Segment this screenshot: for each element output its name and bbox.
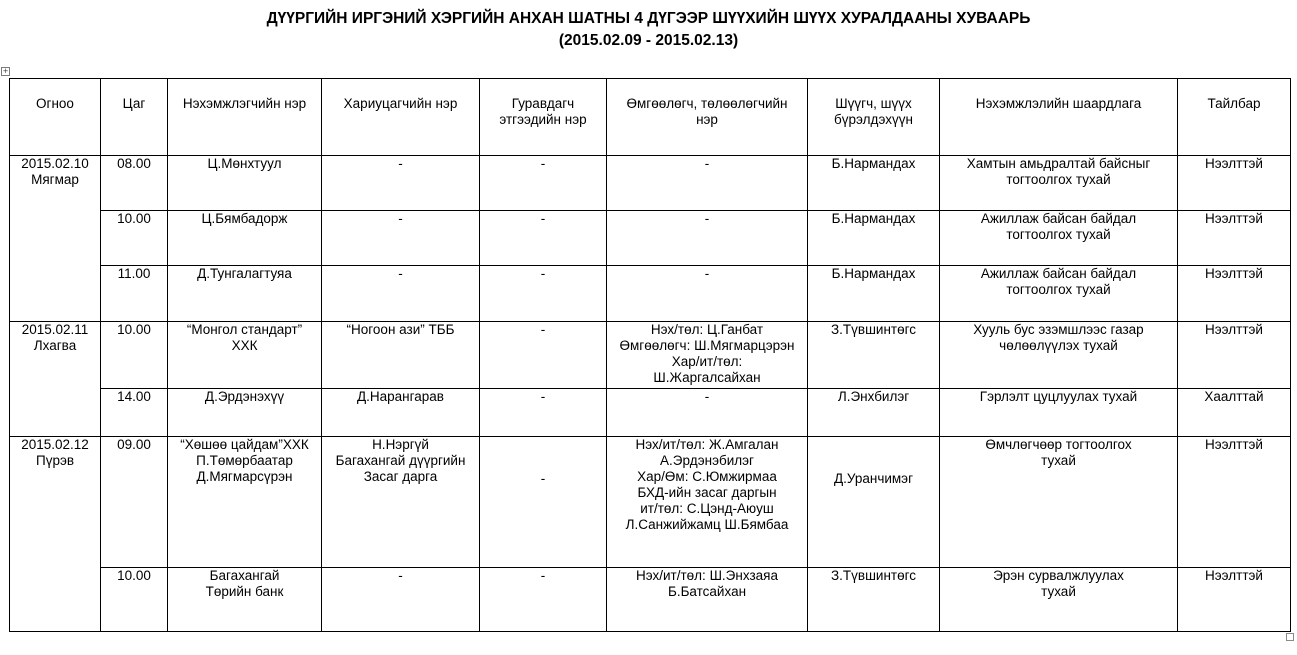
note-cell: Нээлттэй — [1178, 266, 1291, 322]
header-judge: Шүүгч, шүүх бүрэлдэхүүн — [808, 79, 940, 156]
defendant-cell: “Ногоон ази” ТББ — [322, 322, 480, 389]
time-cell: 09.00 — [101, 437, 168, 568]
third-party-cell: - — [480, 322, 607, 389]
advocate-cell: Нэх/төл: Ц.Ганбат Өмгөөлөгч: Ш.Мягмарцэрэн Хар/ит/төл: Ш.Жаргалсайхан — [607, 322, 808, 389]
advocate-cell: - — [607, 266, 808, 322]
claim-cell: Хууль бус эзэмшлээс газар чөлөөлүүлэх тухай — [940, 322, 1178, 389]
table-row — [10, 266, 1291, 322]
defendant-cell: - — [322, 211, 480, 266]
third-party-cell: - — [480, 437, 607, 568]
advocate-cell: Нэх/ит/төл: Ш.Энхзаяа Б.Батсайхан — [607, 568, 808, 632]
plaintiff-cell: Ц.Бямбадорж — [168, 211, 322, 266]
claim-cell: Ажиллаж байсан байдал тогтоолгох тухай — [940, 266, 1178, 322]
third-party-cell: - — [480, 211, 607, 266]
plaintiff-cell: “Монгол стандарт” ХХК — [168, 322, 322, 389]
table-row — [10, 568, 1291, 632]
note-cell: Нээлттэй — [1178, 568, 1291, 632]
judge-cell: Л.Энхбилэг — [808, 389, 940, 437]
judge-cell: Б.Нармандах — [808, 266, 940, 322]
table-row — [10, 389, 1291, 437]
title-line-2: (2015.02.09 - 2015.02.13) — [558, 32, 739, 49]
table-row — [10, 437, 1291, 568]
third-party-cell: - — [480, 568, 607, 632]
schedule-table — [9, 78, 1291, 632]
judge-cell: Б.Нармандах — [808, 156, 940, 211]
note-cell: Нээлттэй — [1178, 322, 1291, 389]
table-resize-handle-icon[interactable] — [1286, 633, 1294, 641]
judge-cell: Б.Нармандах — [808, 211, 940, 266]
plaintiff-cell: Багахангай Төрийн банк — [168, 568, 322, 632]
table-row — [10, 211, 1291, 266]
time-cell: 10.00 — [101, 568, 168, 632]
judge-cell: З.Түвшинтөгс — [808, 322, 940, 389]
note-cell: Хаалттай — [1178, 389, 1291, 437]
advocate-cell: - — [607, 389, 808, 437]
defendant-cell: - — [322, 156, 480, 211]
header-third-party: Гуравдагч этгээдийн нэр — [480, 79, 607, 156]
header-row — [10, 79, 1291, 156]
time-cell: 14.00 — [101, 389, 168, 437]
note-cell: Нээлттэй — [1178, 211, 1291, 266]
plaintiff-cell: “Хөшөө цайдам”ХХК П.Төмөрбаатар Д.Мягмарсүрэн — [168, 437, 322, 568]
date-cell: 2015.02.11 Лхагва — [10, 322, 101, 437]
defendant-cell: Н.Нэргүй Багахангай дүүргийн Засаг дарга — [322, 437, 480, 568]
table-move-handle-icon[interactable]: + — [2, 67, 9, 75]
third-party-cell: - — [480, 156, 607, 211]
defendant-cell: - — [322, 568, 480, 632]
header-note: Тайлбар — [1178, 79, 1291, 156]
judge-cell: З.Түвшинтөгс — [808, 568, 940, 632]
plaintiff-cell: Ц.Мөнхтуул — [168, 156, 322, 211]
header-advocate: Өмгөөлөгч, төлөөлөгчийн нэр — [607, 79, 808, 156]
advocate-cell: - — [607, 156, 808, 211]
header-defendant: Хариуцагчийн нэр — [322, 79, 480, 156]
defendant-cell: Д.Нарангарав — [322, 389, 480, 437]
table-row — [10, 156, 1291, 211]
time-cell: 10.00 — [101, 211, 168, 266]
note-cell: Нээлттэй — [1178, 437, 1291, 568]
third-party-cell: - — [480, 389, 607, 437]
title-line-1: ДҮҮРГИЙН ИРГЭНИЙ ХЭРГИЙН АНХАН ШАТНЫ 4 ДҮГЭЭР ШҮҮХИЙН ШҮҮХ ХУРАЛДААНЫ ХУВААРЬ — [266, 10, 1031, 27]
date-cell: 2015.02.12 Пүрэв — [10, 437, 101, 632]
advocate-cell: Нэх/ит/төл: Ж.Амгалан А.Эрдэнэбилэг Хар/Өм: С.Юмжирмаа БХД-ийн засаг даргын ит/төл: С.Цэнд-Аюуш Л.Санжийжамц Ш.Бямбаа — [607, 437, 808, 568]
header-time: Цаг — [101, 79, 168, 156]
date-cell: 2015.02.10 Мягмар — [10, 156, 101, 322]
document-title — [0, 8, 1297, 52]
header-date: Огноо — [10, 79, 101, 156]
plaintiff-cell: Д.Эрдэнэхүү — [168, 389, 322, 437]
header-plaintiff: Нэхэмжлэгчийн нэр — [168, 79, 322, 156]
judge-cell: Д.Уранчимэг — [808, 437, 940, 568]
advocate-cell: - — [607, 211, 808, 266]
claim-cell: Өмчлөгчөөр тогтоолгох тухай — [940, 437, 1178, 568]
time-cell: 08.00 — [101, 156, 168, 211]
claim-cell: Эрэн сурвалжлуулах тухай — [940, 568, 1178, 632]
header-claim: Нэхэмжлэлийн шаардлага — [940, 79, 1178, 156]
time-cell: 11.00 — [101, 266, 168, 322]
claim-cell: Гэрлэлт цуцлуулах тухай — [940, 389, 1178, 437]
third-party-cell: - — [480, 266, 607, 322]
table-row — [10, 322, 1291, 389]
note-cell: Нээлттэй — [1178, 156, 1291, 211]
time-cell: 10.00 — [101, 322, 168, 389]
plaintiff-cell: Д.Тунгалагтуяа — [168, 266, 322, 322]
claim-cell: Хамтын амьдралтай байсныг тогтоолгох тухай — [940, 156, 1178, 211]
claim-cell: Ажиллаж байсан байдал тогтоолгох тухай — [940, 211, 1178, 266]
defendant-cell: - — [322, 266, 480, 322]
